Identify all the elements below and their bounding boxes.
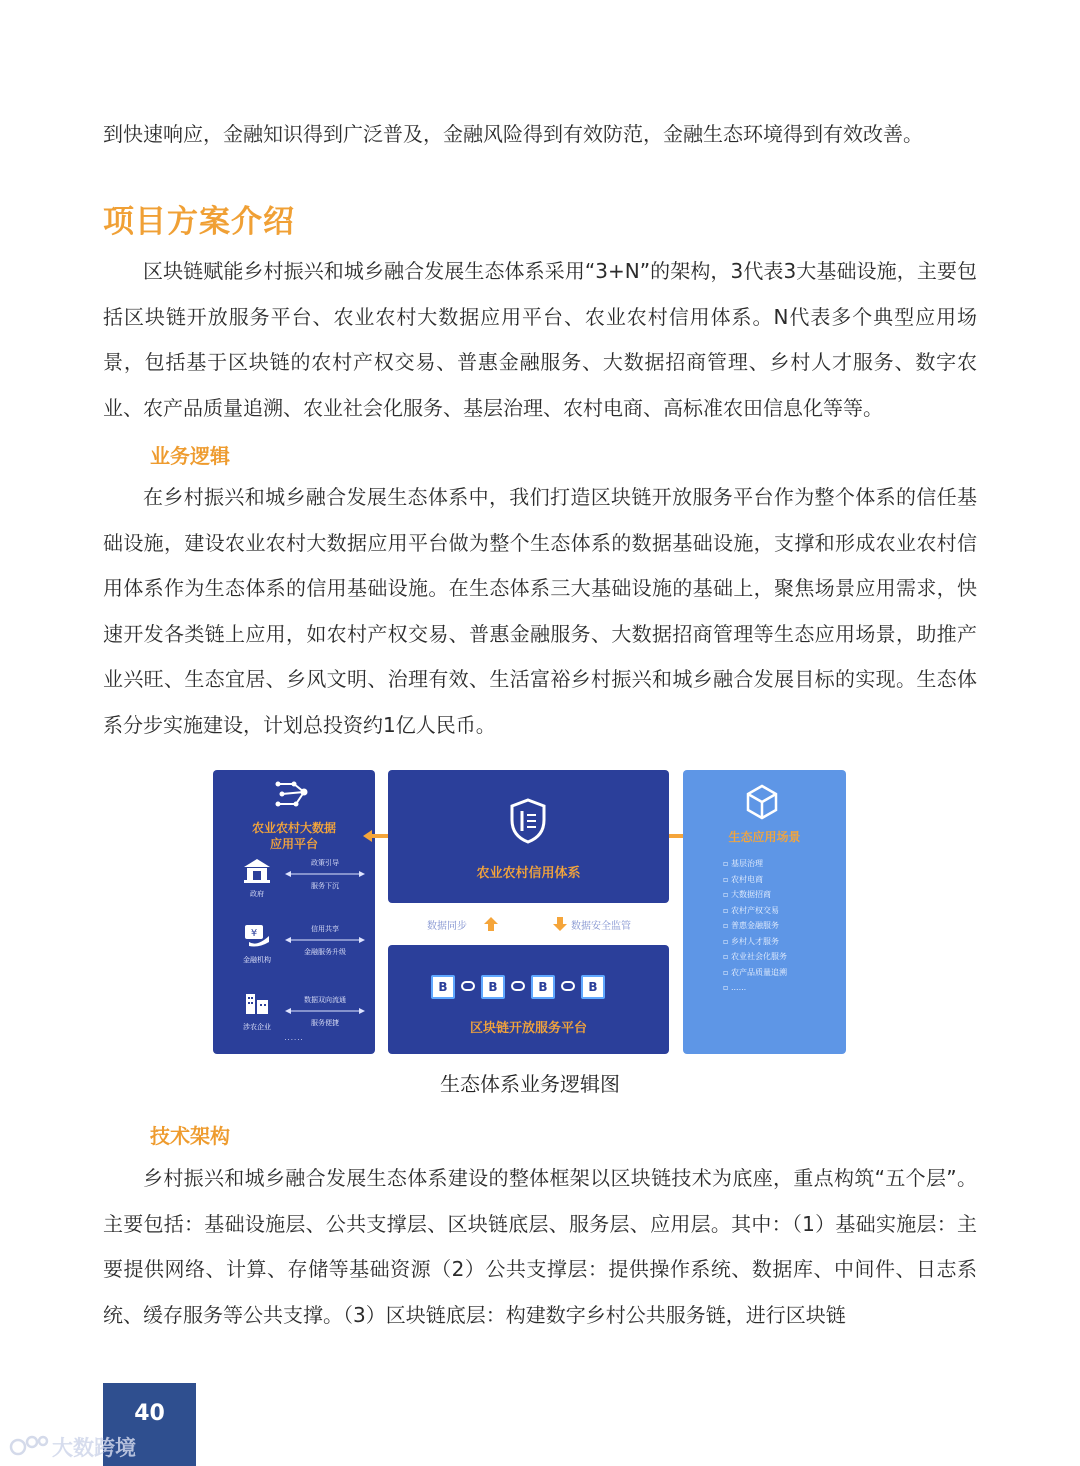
data-security-label: 数据安全监管 — [571, 921, 631, 932]
big-data-platform-panel — [213, 770, 375, 1054]
link-icon — [461, 981, 475, 991]
page-number: 40 — [134, 1401, 165, 1426]
link-icon — [561, 981, 575, 991]
list-item: ▫ 农村产权交易 — [723, 905, 779, 915]
item-bottom-finance: 金融服务升级 — [304, 948, 346, 956]
intro-tail-paragraph: 到快速响应，金融知识得到广泛普及，金融风险得到有效防范，金融生态环境得到有效改善。 — [103, 122, 923, 146]
finance-icon — [243, 922, 271, 948]
application-list — [723, 858, 787, 998]
list-item: ▫ 农村电商 — [723, 874, 763, 884]
big-data-platform-title-2: 应用平台 — [269, 837, 318, 851]
arrow-down-icon — [553, 917, 567, 931]
item-name-finance: 金融机构 — [243, 956, 271, 964]
figure-caption: 生态体系业务逻辑图 — [440, 1072, 620, 1096]
double-arrow-icon — [285, 1007, 365, 1015]
link-icon — [511, 981, 525, 991]
cube-icon — [745, 784, 779, 820]
section-paragraph: 区块链赋能乡村振兴和城乡融合发展生态体系采用“3+N”的架构，3代表3大基础设施，主要包括区块链开放服务平台、农业农村大数据应用平台、农业农村信用体系。N代表多个典型应用场景，包括基于区块链的农村产权交易、普惠金融服务、大数据招商管理、乡村人才服务、数字农业、农产品质量追溯、农业社会化服务、基层治理、农村电商、高标准农田信息化等等。 — [103, 259, 977, 420]
list-item: ▫ ...... — [723, 983, 747, 992]
application-scenarios-panel — [683, 770, 846, 1054]
block-icon: B — [581, 975, 605, 999]
list-item: ▫ 普惠金融服务 — [723, 921, 779, 930]
tech-architecture-paragraph: 乡村振兴和城乡融合发展生态体系建设的整体框架以区块链技术为底座，重点构筑“五个层”。主要包括：基础设施层、公共支撑层、区块链底层、服务层、应用层。其中：（1）基础实施层：主要提供网络、计算、存储等基础资源（2）公共支撑层：提供操作系统、数据库、中间件、日志系统、缓存服务等公共支撑。（3）区块链底层：构建数字乡村公共服务链，进行区块链 — [103, 1166, 977, 1327]
watermark-text: 大数跨境 — [52, 1436, 136, 1460]
block-icon: B — [531, 975, 555, 999]
subheading-business-logic: 业务逻辑 — [150, 444, 230, 468]
block-icon: B — [481, 975, 505, 999]
item-name-enterprise: 涉农企业 — [243, 1023, 271, 1031]
section-title: 项目方案介绍 — [103, 204, 295, 240]
block-icon: B — [431, 975, 455, 999]
application-scenarios-title: 生态应用场景 — [728, 830, 801, 844]
government-icon — [243, 858, 271, 884]
big-data-platform-title-1: 农业农村大数据 — [251, 821, 336, 835]
double-arrow-icon — [285, 870, 365, 878]
network-icon — [274, 778, 314, 812]
data-sync-label: 数据同步 — [427, 921, 467, 932]
list-item: ▫ 大数据招商 — [723, 890, 771, 899]
svg-text:¥: ¥ — [250, 928, 258, 939]
credit-system-panel — [388, 770, 669, 903]
item-top-government: 政策引导 — [311, 859, 339, 867]
blockchain-platform-panel — [388, 945, 669, 1054]
item-bottom-government: 服务下沉 — [311, 882, 339, 890]
business-logic-paragraph: 在乡村振兴和城乡融合发展生态体系中，我们打造区块链开放服务平台作为整个体系的信任基础设施，建设农业农村大数据应用平台做为整个生态体系的数据基础设施，支撑和形成农业农村信用体系作为生态体系的信用基础设施。在生态体系三大基础设施的基础上，聚焦场景应用需求，快速开发各类链上应用，如农村产权交易、普惠金融服务、大数据招商管理等生态应用场景，助推产业兴旺、生态宜居、乡风文明、治理有效、生活富裕乡村振兴和城乡融合发展目标的实现。生态体系分步实施建设，计划总投资约1亿人民币。 — [103, 485, 977, 737]
ecosystem-diagram — [213, 770, 846, 1054]
enterprise-icon — [243, 990, 271, 1016]
item-top-finance: 信用共享 — [311, 925, 339, 933]
item-top-enterprise: 数据双向流通 — [304, 996, 346, 1004]
list-item: ▫ 基层治理 — [723, 859, 763, 868]
list-item: ▫ 农业社会化服务 — [723, 952, 787, 961]
item-bottom-enterprise: 服务便捷 — [311, 1019, 339, 1027]
double-arrow-icon — [285, 936, 365, 944]
arrow-up-icon — [484, 917, 498, 931]
blockchain-platform-title: 区块链开放服务平台 — [469, 1021, 587, 1036]
item-name-government: 政府 — [250, 890, 264, 898]
block-chain-row — [431, 975, 631, 1001]
list-item: ▫ 农产品质量追溯 — [723, 967, 787, 977]
list-item: ▫ 乡村人才服务 — [723, 936, 779, 946]
shield-icon — [508, 798, 548, 844]
credit-system-title: 农业农村信用体系 — [476, 866, 581, 881]
subheading-tech-architecture: 技术架构 — [150, 1124, 230, 1148]
watermark-logo-icon — [8, 1433, 50, 1457]
left-more: ...... — [284, 1034, 304, 1042]
